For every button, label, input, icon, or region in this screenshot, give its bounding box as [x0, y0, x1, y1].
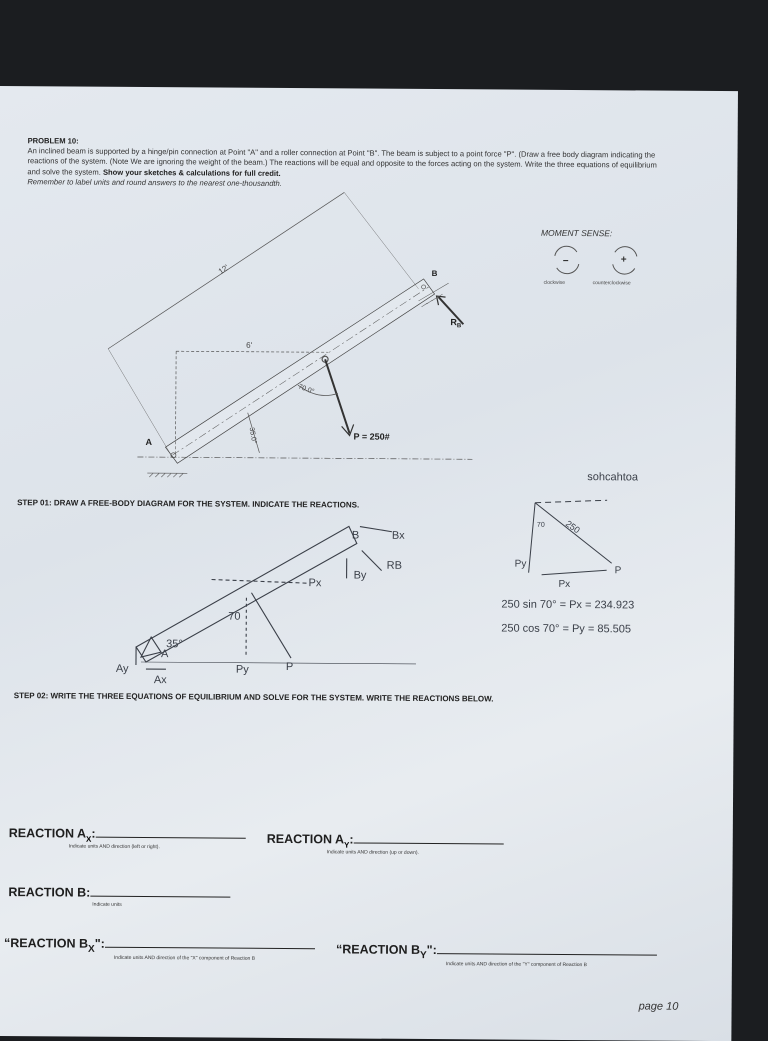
- page-number: page 10: [639, 1000, 679, 1012]
- reaction-ay-label: REACTION A: [267, 832, 344, 847]
- calc-py: Py: [515, 559, 527, 570]
- trig-calculation: [486, 454, 727, 656]
- calc-hyp: 250: [564, 518, 582, 535]
- reaction-ay-sub: Y: [344, 841, 349, 850]
- force-p-arrow: [325, 359, 351, 433]
- sketch-label-bx: Bx: [392, 530, 405, 542]
- reaction-bx-hint: Indicate units AND direction of the "X" component of Reaction B: [114, 955, 315, 962]
- sketch-label-py: Py: [236, 664, 249, 676]
- reaction-ax-hint: Indicate units AND direction (left or right).: [69, 844, 246, 851]
- horizontal-reference: [137, 457, 472, 459]
- sketch-label-ax: Ax: [154, 674, 167, 686]
- sketch-label-a: A: [161, 648, 169, 660]
- angle-35-label: 35.0°: [248, 427, 259, 445]
- reaction-by-sub: Y: [420, 950, 427, 961]
- worksheet-page: [0, 86, 738, 1041]
- dim-12-label: 12': [217, 263, 231, 277]
- reaction-ay-hint: Indicate units AND direction (up or down).: [327, 849, 504, 856]
- dimension-line-6: [176, 351, 328, 352]
- calc-angle: 70: [537, 522, 545, 529]
- clockwise-label: clockwise: [544, 280, 566, 286]
- reaction-by-blank[interactable]: [437, 953, 657, 956]
- reaction-bx-sub: X: [88, 944, 95, 955]
- reaction-by-label: “REACTION B: [336, 942, 420, 957]
- reaction-b-blank[interactable]: [90, 896, 230, 898]
- dim-6-label: 6': [246, 341, 253, 350]
- rb-label: $R_B$: [450, 317, 462, 329]
- reaction-ay-field[interactable]: REACTION $A_Y$: Indicate units AND direction (up or down).: [267, 830, 504, 857]
- problem-note: Remember to label units and round answers to the nearest one-thousandth.: [27, 177, 282, 188]
- reaction-b-hint: Indicate units: [92, 902, 230, 909]
- reaction-ax-sub: X: [86, 835, 91, 844]
- angle-70-label: 70.0°: [297, 382, 315, 395]
- sketch-ground: [141, 662, 416, 664]
- sketch-label-px: Px: [308, 577, 321, 589]
- point-a-label: A: [145, 437, 152, 447]
- sketch-label-35: 35°: [166, 638, 183, 650]
- calc-line-2: 250 cos 70° = Py = 85.505: [501, 623, 631, 636]
- reaction-ax-blank[interactable]: [96, 837, 246, 839]
- calc-title: sohcahtoa: [587, 471, 639, 483]
- sketch-force-p: [251, 593, 291, 658]
- reaction-bx-field[interactable]: “REACTION $B_X$": Indicate units AND direction of the "X" component of Reaction B: [4, 934, 315, 962]
- sketch-label-rb: RB: [387, 560, 402, 572]
- sketch-label-by: By: [354, 569, 367, 581]
- reaction-by-hint: Indicate units AND direction of the "Y" component of Reaction B: [446, 961, 657, 968]
- problem-emphasis: Show your sketches & calculations for full credit.: [103, 167, 281, 177]
- pin-support-hatch: [147, 473, 187, 477]
- inclined-beam: [165, 277, 434, 465]
- reaction-by-field[interactable]: “REACTION $B_Y$": Indicate units AND direction of the "Y" component of Reaction B: [336, 940, 657, 968]
- sketch-bx-arrow: [360, 527, 392, 532]
- beam-diagram: [0, 86, 738, 511]
- calc-line-1: 250 sin 70° = Px = 234.923: [501, 599, 634, 612]
- reaction-ax-field[interactable]: REACTION $A_X$: Indicate units AND direction (left or right).: [9, 824, 246, 851]
- sketch-label-p: P: [286, 661, 293, 673]
- problem-text: An inclined beam is supported by a hinge/pin connection at Point "A" and a roller connection at Point "B". The beam is subject to a point force "P". (Draw a free body diagram indicating the reactions of the system. (Note We are ignoring the weight of the beam.) The reactions will be equal and opposite to the forces acting on the system. Write the three equations of equilibrium and solve the system.: [27, 146, 656, 176]
- step-02-label: STEP 02: WRITE THE THREE EQUATIONS OF EQUILIBRIUM AND SOLVE FOR THE SYSTEM. WRITE THE REACTIONS BELOW.: [14, 691, 494, 703]
- counterclockwise-label: counterclockwise: [593, 280, 631, 286]
- point-b-label: B: [432, 269, 438, 278]
- calc-p: P: [615, 565, 622, 576]
- sketch-label-ay: Ay: [116, 663, 129, 675]
- reaction-b-field[interactable]: [8, 883, 230, 909]
- problem-title: PROBLEM 10:: [28, 136, 668, 151]
- clockwise-sign: −: [563, 256, 569, 267]
- calc-px-side: [542, 570, 607, 575]
- moment-sense-title: MOMENT SENSE:: [541, 228, 613, 239]
- sketch-label-70: 70: [228, 611, 240, 623]
- counterclockwise-sign: +: [621, 254, 627, 265]
- reaction-b-label: REACTION B:: [8, 885, 90, 900]
- calc-py-side: [529, 503, 535, 573]
- sketch-pin-a: [141, 637, 161, 657]
- sketch-label-b: B: [352, 529, 359, 541]
- reaction-ay-blank[interactable]: [354, 842, 504, 844]
- reaction-ax-label: REACTION A: [9, 826, 86, 841]
- force-p-label: P = 250#: [354, 431, 390, 441]
- sketch-rb-arrow: [362, 551, 382, 571]
- calc-px: Px: [558, 579, 570, 590]
- reaction-bx-label: “REACTION B: [4, 936, 88, 951]
- reaction-bx-blank[interactable]: [105, 947, 315, 949]
- step-01-label: STEP 01: DRAW A FREE-BODY DIAGRAM FOR THE SYSTEM. INDICATE THE REACTIONS.: [17, 498, 359, 509]
